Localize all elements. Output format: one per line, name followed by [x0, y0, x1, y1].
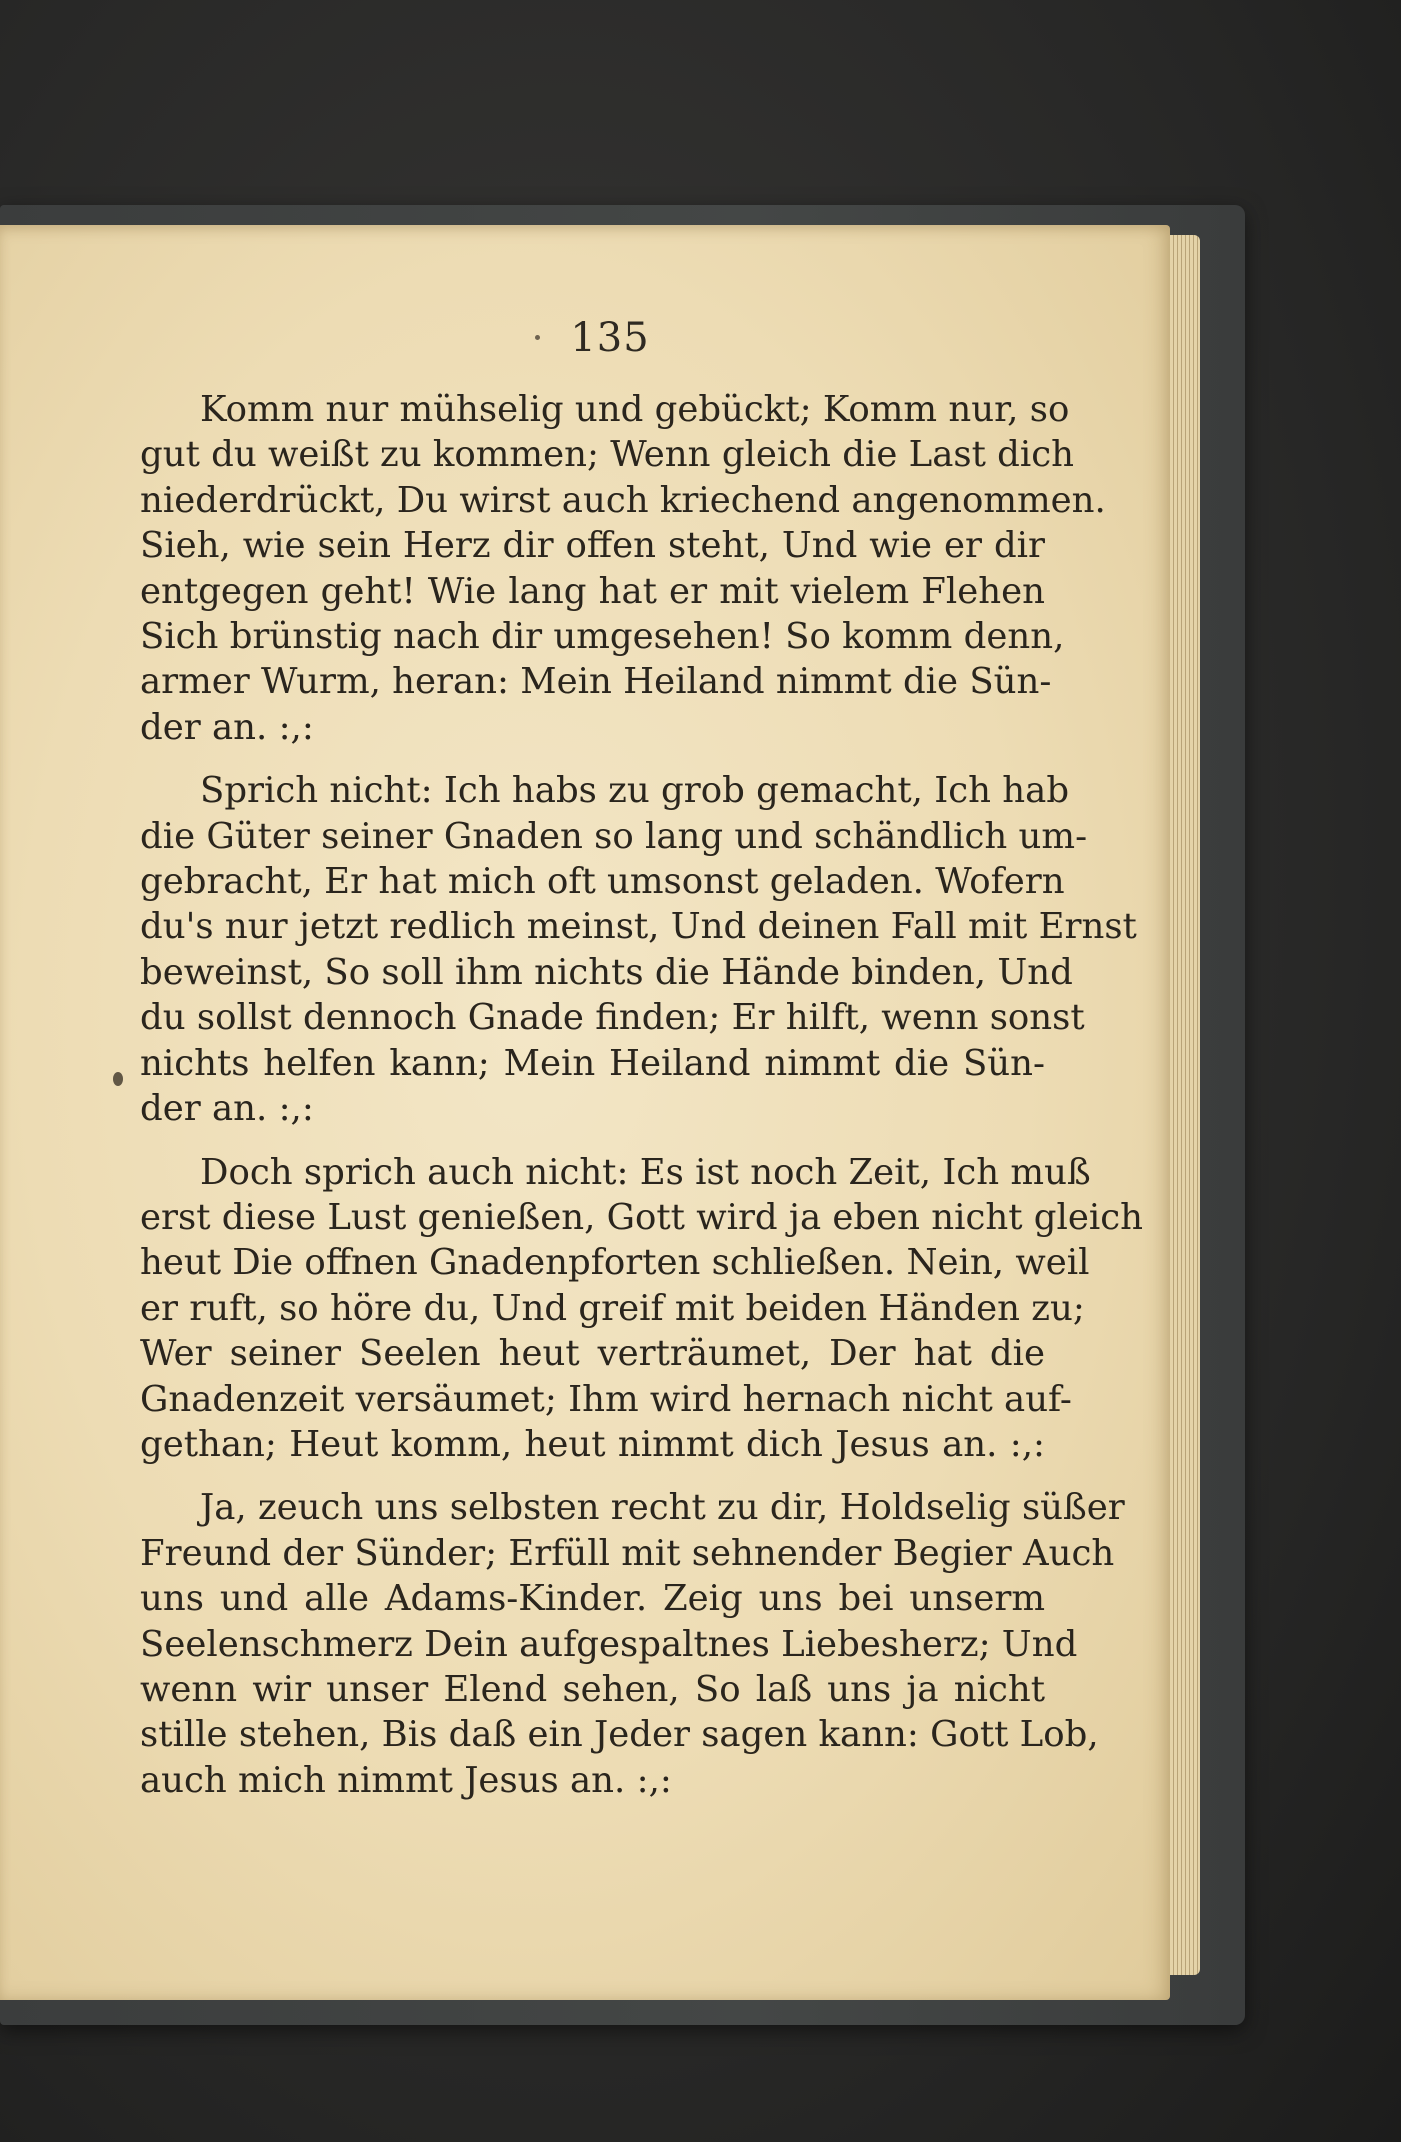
text-line: Ja, zeuch uns selbsten recht zu dir, Holdselig süßer: [200, 1487, 1125, 1529]
text-line: erst diese Lust genießen, Gott wird ja eben nicht gleich: [140, 1196, 1143, 1238]
text-line: Freund der Sünder; Erfüll mit sehnender Begier Auch: [140, 1532, 1115, 1574]
text-line: der an. :,:: [140, 706, 314, 748]
page-number: 135: [570, 315, 650, 361]
text-line: Sieh, wie sein Herz dir offen steht, Und wie er dir: [140, 525, 1045, 567]
text-line: gethan; Heut komm, heut nimmt dich Jesus an. :,:: [140, 1423, 1045, 1465]
text-line: Gnadenzeit versäumet; Ihm wird hernach nicht auf-: [140, 1378, 1072, 1420]
hymn-text: [140, 387, 1143, 1821]
text-line: Sprich nicht: Ich habs zu grob gemacht, Ich hab: [200, 770, 1070, 812]
text-line: niederdrückt, Du wirst auch kriechend angenommen.: [140, 479, 1106, 521]
text-line: du sollst dennoch Gnade finden; Er hilft, wenn sonst: [140, 997, 1085, 1039]
text-line: Wer seiner Seelen heut verträumet, Der hat die: [140, 1333, 1045, 1375]
text-line: heut Die offnen Gnadenpforten schließen. Nein, weil: [140, 1242, 1090, 1284]
text-line: beweinst, So soll ihm nichts die Hände binden, Und: [140, 951, 1073, 993]
text-line: du's nur jetzt redlich meinst, Und deinen Fall mit Ernst: [140, 906, 1137, 948]
text-line: Sich brünstig nach dir umgesehen! So komm denn,: [140, 616, 1065, 658]
text-line: er ruft, so höre du, Und greif mit beiden Händen zu;: [140, 1287, 1085, 1329]
stanza-3: [140, 1150, 1143, 1468]
text-line: uns und alle Adams-Kinder. Zeig uns bei unserm: [140, 1578, 1045, 1620]
text-line: auch mich nimmt Jesus an. :,:: [140, 1759, 672, 1801]
stanza-1: [140, 387, 1106, 750]
text-line: Seelenschmerz Dein aufgespaltnes Liebesherz; Und: [140, 1623, 1078, 1665]
text-line: nichts helfen kann; Mein Heiland nimmt die Sün-: [140, 1042, 1045, 1084]
ink-blot: [113, 1072, 123, 1086]
text-line: armer Wurm, heran: Mein Heiland nimmt die Sün-: [140, 661, 1052, 703]
page-dot-mark: [535, 335, 540, 340]
text-line: die Güter seiner Gnaden so lang und schändlich um-: [140, 815, 1088, 857]
stanza-4: [140, 1485, 1125, 1803]
text-line: Komm nur mühselig und gebückt; Komm nur, so: [200, 389, 1070, 430]
text-line: entgegen geht! Wie lang hat er mit vielem Flehen: [140, 570, 1045, 612]
text-line: gebracht, Er hat mich oft umsonst geladen. Wofern: [140, 861, 1065, 903]
text-line: Doch sprich auch nicht: Es ist noch Zeit, Ich muß: [200, 1151, 1091, 1193]
text-line: gut du weißt zu kommen; Wenn gleich die Last dich: [140, 434, 1074, 476]
stanza-2: [140, 768, 1137, 1131]
text-line: der an. :,:: [140, 1088, 314, 1130]
text-line: wenn wir unser Elend sehen, So laß uns ja nicht: [140, 1668, 1045, 1710]
text-line: stille stehen, Bis daß ein Jeder sagen kann: Gott Lob,: [140, 1714, 1099, 1756]
